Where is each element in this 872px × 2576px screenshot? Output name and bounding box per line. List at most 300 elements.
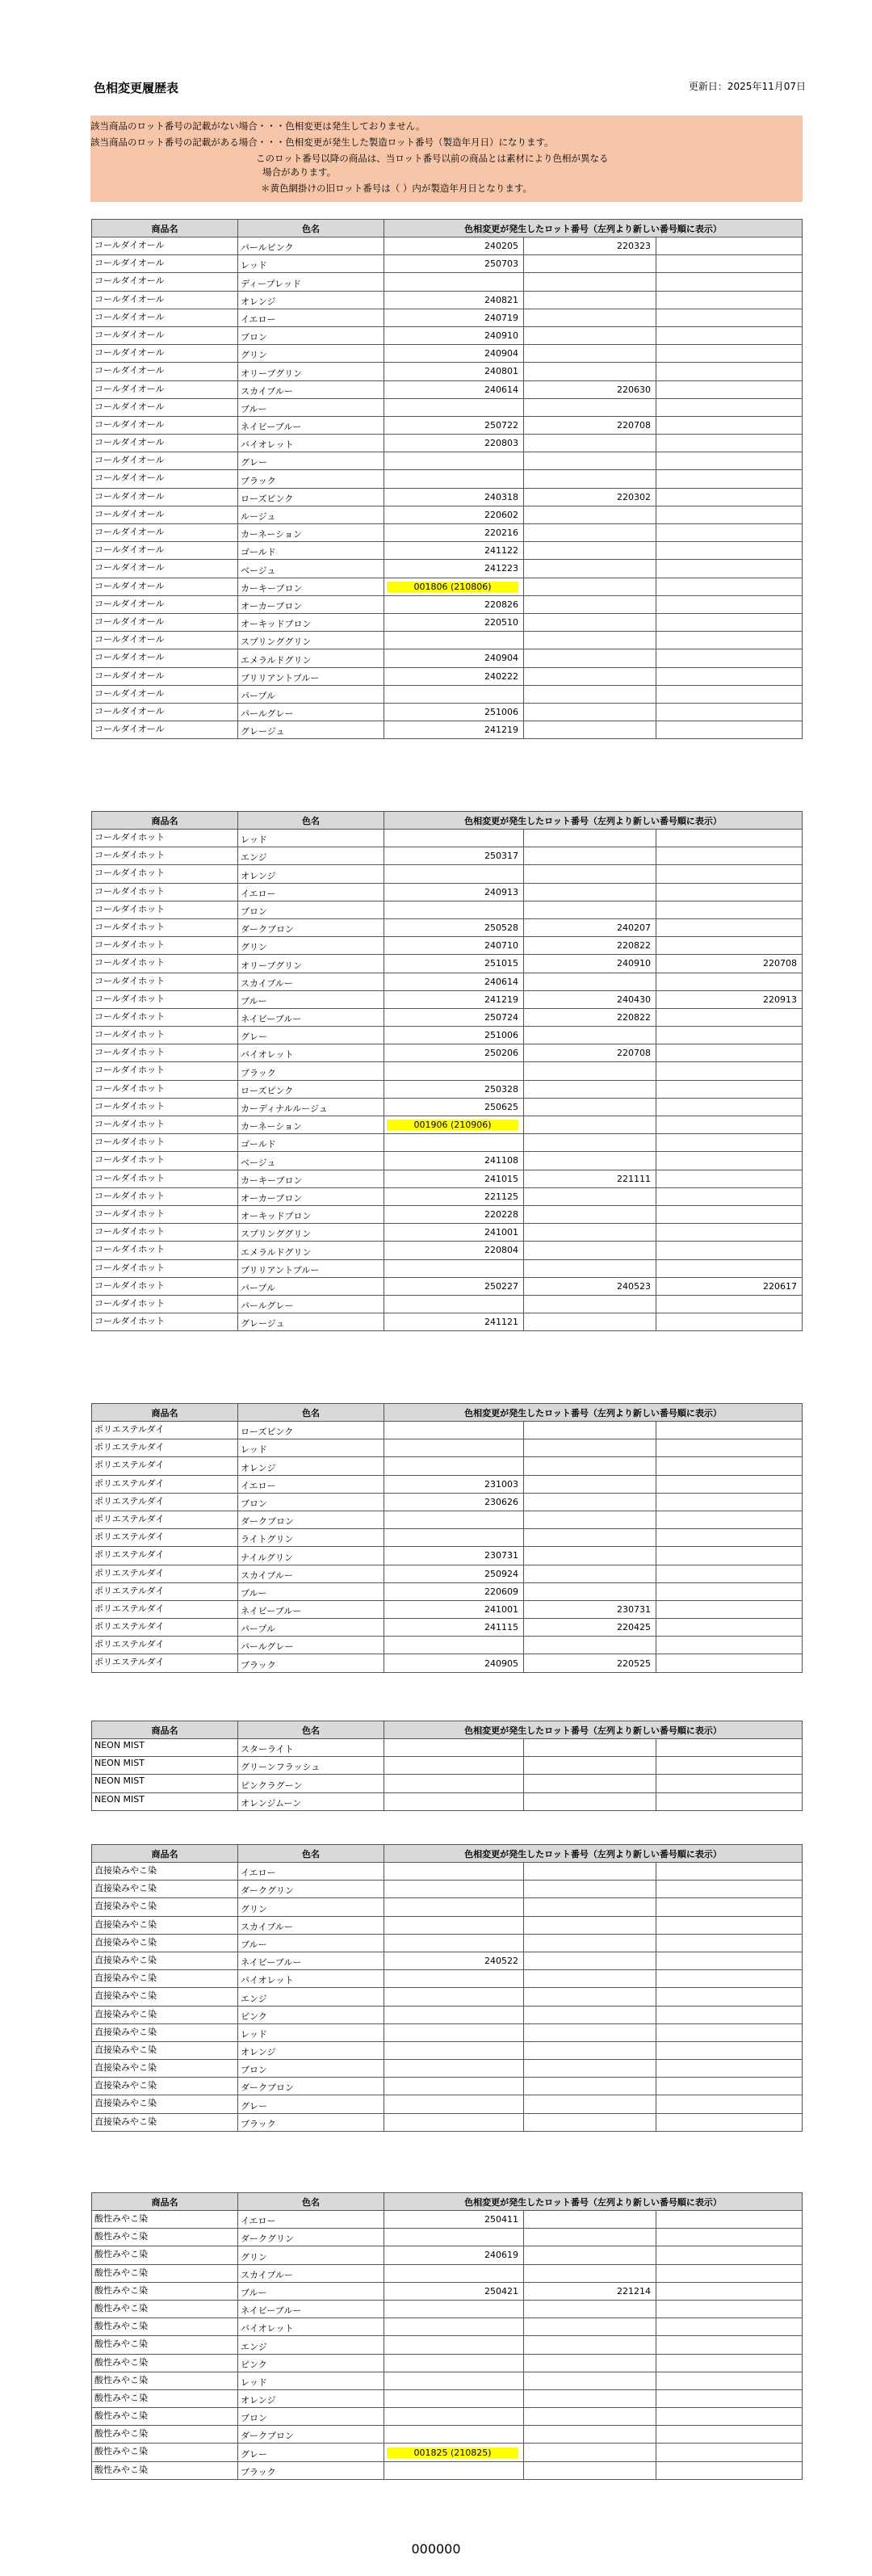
product-name-cell: コールダイホット	[92, 1098, 238, 1116]
table-row	[92, 2095, 803, 2113]
color-name-cell: パープル	[238, 1277, 384, 1295]
color-name-cell: オレンジ	[238, 865, 384, 883]
lot-number-cell	[384, 1898, 524, 1916]
lot-number-cell	[656, 2113, 803, 2131]
table-row	[92, 2461, 803, 2479]
table-row	[92, 918, 803, 936]
product-name-cell: 直接染みやこ染	[92, 2095, 238, 2113]
lot-number-cell	[524, 901, 656, 918]
table-row	[92, 1600, 803, 1618]
lot-number-cell: 220302	[524, 488, 656, 506]
header-product: 商品名	[92, 1404, 238, 1422]
notice-line: このロット番号以降の商品は、当ロット番号以前の商品とは素材により色相が異なる	[256, 153, 609, 164]
color-name-cell: スカイブルー	[238, 1916, 384, 1934]
notice-line: 場合があります。	[262, 166, 337, 178]
color-name-cell: オレンジ	[238, 2041, 384, 2059]
color-name-cell: カーネーション	[238, 1116, 384, 1134]
lot-number-cell	[656, 2060, 803, 2078]
color-name-cell: レッド	[238, 2372, 384, 2389]
header-color: 色名	[238, 1845, 384, 1863]
table-row	[92, 435, 803, 452]
table-row	[92, 1739, 803, 1757]
lot-number-cell: 220602	[384, 506, 524, 523]
table-row	[92, 613, 803, 631]
product-name-cell: コールダイオール	[92, 435, 238, 452]
product-name-cell: コールダイオール	[92, 649, 238, 667]
lot-number-cell	[524, 2426, 656, 2444]
product-name-cell: 酸性みやこ染	[92, 2426, 238, 2444]
lot-number-cell	[656, 1511, 803, 1528]
lot-number-cell	[524, 2023, 656, 2041]
color-name-cell: スカイブルー	[238, 973, 384, 990]
lot-number-cell	[656, 1898, 803, 1916]
lot-number-cell	[524, 524, 656, 542]
table-row	[92, 2246, 803, 2264]
lot-number-cell	[384, 1439, 524, 1457]
table-row	[92, 1044, 803, 1062]
lot-number-cell	[524, 613, 656, 631]
lot-number-cell: 231003	[384, 1475, 524, 1493]
lot-number-cell	[656, 1313, 803, 1331]
lot-number-cell: 220708	[656, 955, 803, 973]
header-lot: 色相変更が発生したロット番号（左列より新しい番号順に表示）	[384, 220, 803, 237]
lot-number-cell: 250328	[384, 1080, 524, 1098]
lot-number-cell: 220913	[656, 990, 803, 1008]
color-name-cell: エメラルドグリン	[238, 649, 384, 667]
product-name-cell: コールダイホット	[92, 901, 238, 918]
lot-number-cell	[384, 1881, 524, 1898]
lot-number-cell	[524, 865, 656, 883]
table-row	[92, 1295, 803, 1313]
lot-number-cell: 220323	[524, 237, 656, 255]
lot-number-cell	[524, 649, 656, 667]
header-color: 色名	[238, 220, 384, 237]
product-name-cell: コールダイホット	[92, 1295, 238, 1313]
lot-number-cell	[656, 2246, 803, 2264]
table-row	[92, 452, 803, 470]
table-row	[92, 2282, 803, 2300]
lot-number-cell	[384, 2006, 524, 2023]
color-name-cell: グリン	[238, 345, 384, 363]
updated-date: 更新日：2025年11月07日	[688, 81, 806, 92]
lot-number-cell: 240523	[524, 1277, 656, 1295]
table-row	[92, 524, 803, 542]
table-row	[92, 1027, 803, 1044]
lot-number-cell	[384, 830, 524, 847]
color-name-cell: スカイブルー	[238, 1565, 384, 1582]
lot-number-cell	[524, 703, 656, 721]
lot-number-cell	[524, 1582, 656, 1600]
product-name-cell: コールダイホット	[92, 830, 238, 847]
lot-number-cell: 250625	[384, 1098, 524, 1116]
lot-number-cell: 230626	[384, 1493, 524, 1511]
color-name-cell: ローズピンク	[238, 488, 384, 506]
lot-number-cell	[656, 1988, 803, 2006]
lot-number-cell: 250924	[384, 1565, 524, 1582]
lot-number-cell	[656, 865, 803, 883]
table-row	[92, 1242, 803, 1259]
table-row	[92, 506, 803, 523]
lot-number-cell	[656, 1582, 803, 1600]
header-lot: 色相変更が発生したロット番号（左列より新しい番号順に表示）	[384, 1721, 803, 1739]
color-name-cell: バイオレット	[238, 1044, 384, 1062]
lot-number-cell	[524, 2408, 656, 2426]
color-name-cell: ブロン	[238, 901, 384, 918]
lot-number-cell: 240904	[384, 345, 524, 363]
lot-number-cell	[524, 973, 656, 990]
lot-number-cell	[384, 632, 524, 649]
product-name-cell: 直接染みやこ染	[92, 2078, 238, 2095]
lot-number-cell	[524, 1863, 656, 1881]
lot-number-cell: 251006	[384, 1027, 524, 1044]
product-name-cell: 酸性みやこ染	[92, 2211, 238, 2229]
color-name-cell: ダークブロン	[238, 918, 384, 936]
product-name-cell: ポリエステルダイ	[92, 1582, 238, 1600]
table-row	[92, 2444, 803, 2461]
color-name-cell: ピンク	[238, 2354, 384, 2372]
color-name-cell: イエロー	[238, 309, 384, 326]
lot-number-cell	[384, 1529, 524, 1547]
header-product: 商品名	[92, 220, 238, 237]
table-row	[92, 1582, 803, 1600]
lot-number-cell	[524, 1565, 656, 1582]
color-name-cell: ネイビーブルー	[238, 1008, 384, 1026]
color-name-cell: ベージュ	[238, 1152, 384, 1170]
product-name-cell: コールダイオール	[92, 703, 238, 721]
color-name-cell: グレージュ	[238, 1313, 384, 1331]
lot-number-cell	[384, 1134, 524, 1152]
product-name-cell: 直接染みやこ染	[92, 1881, 238, 1898]
table-row	[92, 973, 803, 990]
lot-number-cell	[384, 1637, 524, 1654]
lot-number-cell	[656, 847, 803, 865]
table-row	[92, 470, 803, 488]
lot-number-cell	[656, 2211, 803, 2229]
color-name-cell: パールグレー	[238, 1637, 384, 1654]
lot-number-cell: 240821	[384, 291, 524, 309]
lot-number-cell	[656, 1027, 803, 1044]
lot-number-cell: 250528	[384, 918, 524, 936]
lot-number-cell	[384, 273, 524, 291]
lot-number-cell	[384, 2444, 524, 2461]
product-name-cell: 直接染みやこ染	[92, 2113, 238, 2131]
table-header-row	[92, 220, 803, 237]
lot-number-cell	[656, 632, 803, 649]
lot-number-cell	[656, 470, 803, 488]
header-color: 色名	[238, 1404, 384, 1422]
product-name-cell: 直接染みやこ染	[92, 1934, 238, 1952]
lot-table	[91, 2192, 803, 2480]
product-name-cell: コールダイオール	[92, 488, 238, 506]
lot-number-cell	[384, 1775, 524, 1792]
lot-number-cell	[656, 973, 803, 990]
lot-table	[91, 811, 803, 1331]
lot-number-cell	[524, 1988, 656, 2006]
lot-number-cell	[656, 1475, 803, 1493]
product-name-cell: 酸性みやこ染	[92, 2336, 238, 2354]
product-name-cell: コールダイホット	[92, 1242, 238, 1259]
lot-number-cell: 251015	[384, 955, 524, 973]
lot-number-cell	[384, 685, 524, 703]
product-name-cell: コールダイオール	[92, 506, 238, 523]
product-name-cell: 直接染みやこ染	[92, 1916, 238, 1934]
lot-table	[91, 219, 803, 739]
lot-number-cell	[384, 1863, 524, 1881]
lot-number-cell: 241121	[384, 1313, 524, 1331]
color-name-cell: ダークブロン	[238, 2078, 384, 2095]
table-row	[92, 2060, 803, 2078]
color-name-cell: オレンジ	[238, 2389, 384, 2407]
lot-number-cell	[524, 847, 656, 865]
lot-number-cell	[656, 1008, 803, 1026]
lot-number-cell: 220525	[524, 1654, 656, 1672]
lot-number-cell	[524, 1493, 656, 1511]
table-row	[92, 2113, 803, 2131]
color-name-cell: エンジ	[238, 2336, 384, 2354]
table-row	[92, 1493, 803, 1511]
lot-number-cell	[656, 2372, 803, 2389]
lot-number-cell	[384, 1295, 524, 1313]
lot-number-cell	[384, 1457, 524, 1475]
color-name-cell: オーキッドブロン	[238, 1205, 384, 1223]
color-name-cell: カーキーブロン	[238, 578, 384, 595]
lot-number-cell	[524, 2354, 656, 2372]
table-header-row	[92, 1845, 803, 1863]
lot-number-cell	[656, 1916, 803, 1934]
document-title: 色相変更履歴表	[94, 81, 179, 95]
product-name-cell: ポリエステルダイ	[92, 1475, 238, 1493]
product-name-cell: コールダイオール	[92, 291, 238, 309]
lot-number-cell	[524, 2095, 656, 2113]
product-name-cell: コールダイオール	[92, 273, 238, 291]
lot-number-cell	[384, 1422, 524, 1439]
table-row	[92, 1619, 803, 1637]
lot-number-cell: 221111	[524, 1170, 656, 1187]
product-name-cell: コールダイオール	[92, 613, 238, 631]
lot-number-cell: 220425	[524, 1619, 656, 1637]
lot-number-cell	[656, 380, 803, 398]
product-name-cell: NEON MIST	[92, 1792, 238, 1810]
lot-number-cell	[524, 578, 656, 595]
lot-number-cell	[524, 2389, 656, 2407]
table-row	[92, 990, 803, 1008]
lot-number-cell	[384, 901, 524, 918]
table-row	[92, 2211, 803, 2229]
product-name-cell: コールダイホット	[92, 990, 238, 1008]
product-name-cell: コールダイオール	[92, 452, 238, 470]
table-row	[92, 1881, 803, 1898]
lot-number-cell	[384, 2408, 524, 2426]
table-row	[92, 1654, 803, 1672]
lot-number-cell: 220822	[524, 1008, 656, 1026]
table-row	[92, 649, 803, 667]
lot-number-cell	[524, 1098, 656, 1116]
lot-number-cell	[656, 1116, 803, 1134]
lot-number-cell	[524, 1313, 656, 1331]
header-lot: 色相変更が発生したロット番号（左列より新しい番号順に表示）	[384, 1404, 803, 1422]
lot-number-cell	[656, 542, 803, 560]
lot-number-cell: 230731	[524, 1600, 656, 1618]
lot-number-cell	[656, 1098, 803, 1116]
color-name-cell: レッド	[238, 1439, 384, 1457]
color-name-cell: エンジ	[238, 847, 384, 865]
lot-number-cell	[384, 2078, 524, 2095]
lot-number-cell	[384, 470, 524, 488]
lot-number-cell	[656, 2078, 803, 2095]
lot-number-cell	[656, 326, 803, 344]
table-row	[92, 1457, 803, 1475]
lot-number-cell: 251006	[384, 703, 524, 721]
lot-number-cell	[384, 452, 524, 470]
lot-number-cell: 220803	[384, 435, 524, 452]
table-row	[92, 380, 803, 398]
lot-table	[91, 1721, 803, 1811]
table-row	[92, 1259, 803, 1277]
table-row	[92, 2336, 803, 2354]
color-name-cell: ブルー	[238, 398, 384, 416]
lot-number-cell: 250703	[384, 255, 524, 273]
lot-number-cell	[656, 2023, 803, 2041]
table-row	[92, 1988, 803, 2006]
product-name-cell: コールダイオール	[92, 326, 238, 344]
lot-table	[91, 1403, 803, 1673]
table-row	[92, 291, 803, 309]
lot-number-cell	[384, 1757, 524, 1775]
lot-number-cell	[656, 1792, 803, 1810]
lot-number-cell	[656, 830, 803, 847]
lot-number-cell	[384, 578, 524, 595]
table-row	[92, 1187, 803, 1205]
product-name-cell: 直接染みやこ染	[92, 1988, 238, 2006]
lot-number-cell	[524, 1259, 656, 1277]
color-name-cell: ダークグリン	[238, 2229, 384, 2246]
lot-number-cell: 220216	[384, 524, 524, 542]
product-name-cell: 酸性みやこ染	[92, 2229, 238, 2246]
lot-number-cell	[524, 2300, 656, 2318]
lot-number-cell: 250724	[384, 1008, 524, 1026]
lot-number-cell	[656, 2336, 803, 2354]
lot-number-cell	[384, 2461, 524, 2479]
lot-number-cell	[656, 918, 803, 936]
lot-number-cell	[656, 937, 803, 955]
table-row	[92, 309, 803, 326]
color-name-cell: グレージュ	[238, 721, 384, 739]
color-name-cell: バイオレット	[238, 435, 384, 452]
table-row	[92, 237, 803, 255]
product-name-cell: コールダイホット	[92, 1277, 238, 1295]
table-row	[92, 632, 803, 649]
color-name-cell: オリーブグリン	[238, 955, 384, 973]
color-name-cell: オーカーブロン	[238, 1187, 384, 1205]
lot-number-cell	[524, 685, 656, 703]
color-name-cell: ブラック	[238, 1654, 384, 1672]
lot-number-cell: 240318	[384, 488, 524, 506]
table-row	[92, 1637, 803, 1654]
lot-number-cell	[524, 2264, 656, 2282]
lot-number-cell: 240801	[384, 363, 524, 380]
lot-number-cell	[524, 2372, 656, 2389]
product-name-cell: ポリエステルダイ	[92, 1637, 238, 1654]
table-row	[92, 2372, 803, 2389]
lot-number-cell: 220228	[384, 1205, 524, 1223]
lot-number-cell	[524, 2060, 656, 2078]
lot-number-cell	[656, 1970, 803, 1988]
table-row	[92, 363, 803, 380]
table-row	[92, 847, 803, 865]
lot-number-cell: 240619	[384, 2246, 524, 2264]
table-row	[92, 2264, 803, 2282]
lot-number-cell	[524, 1511, 656, 1528]
table-row	[92, 2408, 803, 2426]
lot-number-cell	[524, 273, 656, 291]
table-row	[92, 1511, 803, 1528]
lot-number-cell	[384, 2264, 524, 2282]
lot-number-cell	[524, 1547, 656, 1565]
lot-number-cell: 250421	[384, 2282, 524, 2300]
table-row	[92, 273, 803, 291]
table-row	[92, 1547, 803, 1565]
lot-number-cell	[656, 2444, 803, 2461]
product-name-cell: コールダイホット	[92, 937, 238, 955]
lot-table	[91, 1844, 803, 2132]
table-row	[92, 1116, 803, 1134]
table-row	[92, 2318, 803, 2336]
lot-number-cell	[384, 398, 524, 416]
product-name-cell: コールダイホット	[92, 1062, 238, 1080]
product-name-cell: コールダイホット	[92, 1205, 238, 1223]
lot-number-cell	[656, 255, 803, 273]
color-name-cell: スターライト	[238, 1739, 384, 1757]
lot-number-cell	[656, 506, 803, 523]
color-name-cell: イエロー	[238, 1475, 384, 1493]
table-row	[92, 2006, 803, 2023]
lot-number-cell	[524, 1062, 656, 1080]
lot-number-cell	[384, 1988, 524, 2006]
table-row	[92, 1098, 803, 1116]
lot-number-cell	[384, 1934, 524, 1952]
header-product: 商品名	[92, 2193, 238, 2211]
table-row	[92, 345, 803, 363]
product-name-cell: コールダイオール	[92, 524, 238, 542]
color-name-cell: レッド	[238, 255, 384, 273]
table-row	[92, 1224, 803, 1242]
lot-number-cell	[384, 2113, 524, 2131]
color-name-cell: エンジ	[238, 1988, 384, 2006]
product-name-cell: コールダイオール	[92, 595, 238, 613]
lot-number-cell	[524, 1529, 656, 1547]
lot-number-cell	[656, 578, 803, 595]
color-name-cell: ブロン	[238, 2060, 384, 2078]
lot-number-cell: 240910	[524, 955, 656, 973]
table-row	[92, 1970, 803, 1988]
color-name-cell: ブルー	[238, 990, 384, 1008]
lot-number-cell	[384, 2336, 524, 2354]
product-name-cell: コールダイオール	[92, 721, 238, 739]
table-row	[92, 2389, 803, 2407]
lot-number-cell	[524, 2461, 656, 2479]
table-row	[92, 2023, 803, 2041]
lot-number-cell	[656, 1637, 803, 1654]
lot-number-cell: 220826	[384, 595, 524, 613]
lot-number-cell	[656, 1259, 803, 1277]
color-name-cell: ネイビーブルー	[238, 2300, 384, 2318]
table-row	[92, 955, 803, 973]
color-name-cell: ピンクラグーン	[238, 1775, 384, 1792]
lot-number-cell: 220609	[384, 1582, 524, 1600]
table-row	[92, 1565, 803, 1582]
lot-number-cell	[656, 1134, 803, 1152]
lot-number-cell	[656, 595, 803, 613]
